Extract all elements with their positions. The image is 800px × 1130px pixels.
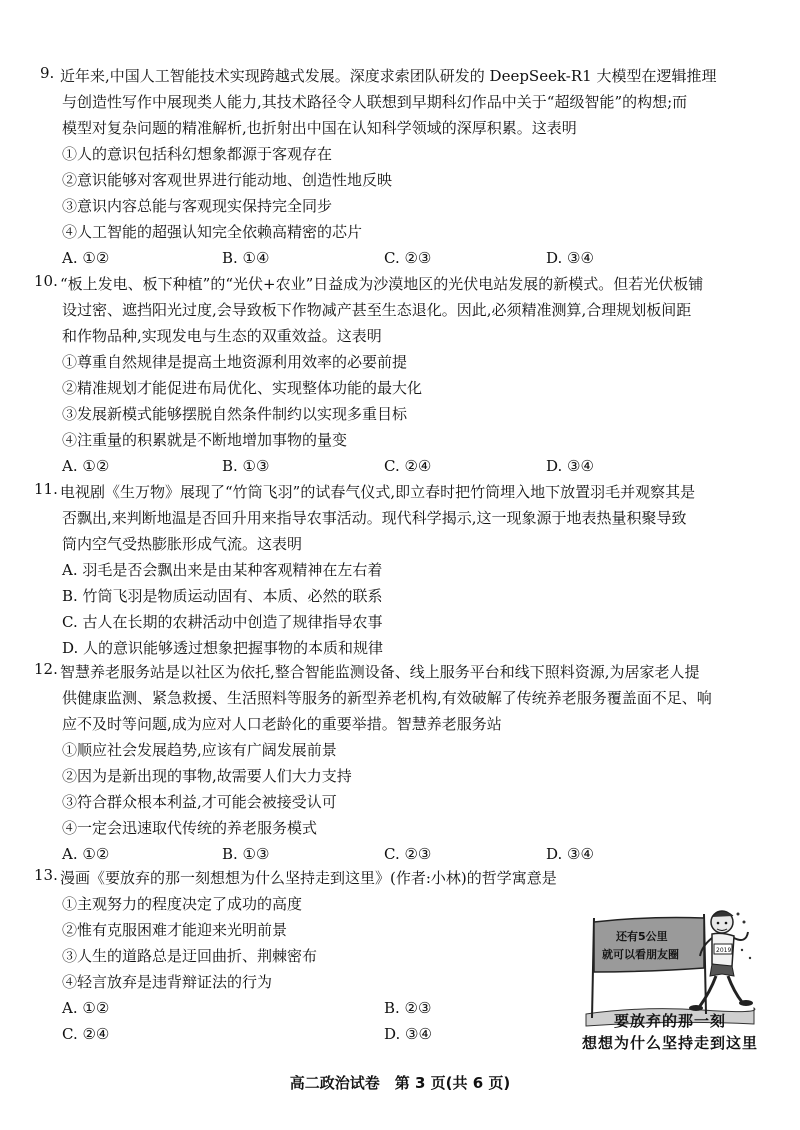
option-1: ①尊重自然规律是提高土地资源利用效率的必要前提 [62,353,408,371]
choice-d: D. ③④ [546,249,594,267]
question-number: 9. [40,64,55,82]
answer-choices [0,454,800,478]
choice-b: B. ①④ [222,249,270,267]
runner-eye-left [717,922,720,925]
option-3: ③符合群众根本利益,才可能会被接受认可 [62,793,337,811]
banner-line-1: 还有5公里 [616,930,668,943]
question-stem-line: 漫画《要放弃的那一刻想想为什么坚持走到这里》(作者:小林)的哲学寓意是 [60,869,557,887]
choice-a: A. ①② [62,845,110,863]
answer-choices [0,246,800,270]
question-stem-line: 应不及时等问题,成为应对人口老龄化的重要举措。智慧养老服务站 [62,715,502,733]
choice-c: C. ②④ [62,1025,110,1043]
choice-a: A. ①② [62,249,110,267]
runner-leg-right [728,976,742,1002]
option-4: ④一定会迅速取代传统的养老服务模式 [62,819,318,837]
question-stem-line: “板上发电、板下种植”的“光伏+农业”日益成为沙漠地区的光伏电站发展的新模式。但若光伏板铺 [60,275,704,293]
option-2: ②意识能够对客观世界进行能动地、创造性地反映 [62,171,393,189]
choice-d: D. ③④ [384,1025,432,1043]
choice-a: A. ①② [62,999,110,1017]
runner-hair [712,911,733,917]
option-2: ②惟有克服困难才能迎来光明前景 [62,921,288,939]
question-stem-line: 否飘出,来判断地温是否回升用来指导农事活动。现代科学揭示,这一现象源于地表热量积聚导致 [62,509,687,527]
banner-line-2: 就可以看朋友圈 [602,948,679,961]
cartoon-caption-line-1: 要放弃的那一刻 [613,1012,726,1030]
choice-d: D. ③④ [546,457,594,475]
sweat-drop [743,921,746,924]
cartoon-caption-line-2: 想想为什么坚持走到这里 [582,1034,759,1052]
option-1: ①主观努力的程度决定了成功的高度 [62,895,303,913]
question-number: 11. [34,480,58,498]
question-stem-line: 近年来,中国人工智能技术实现跨越式发展。深度求索团队研发的 DeepSeek-R1 大模型在逻辑推理 [60,67,717,85]
option-1: ①人的意识包括科幻想象都源于客观存在 [62,145,333,163]
option-4: ④注重量的积累就是不断地增加事物的量变 [62,431,348,449]
option-4: ④轻言放弃是违背辩证法的行为 [62,973,273,991]
option-3: ③人生的道路总是迂回曲折、荆棘密布 [62,947,318,965]
question-stem-line: 供健康监测、紧急救援、生活照料等服务的新型养老机构,有效破解了传统养老服务覆盖面不足、响 [62,689,712,707]
question-stem-line: 电视剧《生万物》展现了“竹筒飞羽”的试春气仪式,即立春时把竹筒埋入地下放置羽毛并观察其是 [60,483,696,501]
sweat-drop [741,949,743,951]
choice-a: A. ①② [62,457,110,475]
runner-shoe-right [739,1000,753,1006]
runner-bib-number: 2019 [716,947,732,954]
question-number: 10. [34,272,58,290]
option-3: ③发展新模式能够摆脱自然条件制约以实现多重目标 [62,405,408,423]
banner-shape [594,918,704,973]
option-2: ②精准规划才能促进布局优化、实现整体功能的最大化 [62,379,423,397]
option-4: ④人工智能的超强认知完全依赖高精密的芯片 [62,223,363,241]
question-stem-line: 智慧养老服务站是以社区为依托,整合智能监测设备、线上服务平台和线下照料资源,为居家老人提 [60,663,700,681]
page-footer: 高二政治试卷 第 3 页(共 6 页) [289,1074,511,1092]
runner-shorts [710,964,734,976]
runner-leg-left [700,976,716,1006]
question-stem-line: 与创造性写作中展现类人能力,其技术路径令人联想到早期科幻作品中关于“超级智能”的构想;而 [62,93,688,111]
answer-choices [0,842,800,866]
runner-eye-right [725,922,728,925]
choice-b: B. ①③ [222,457,270,475]
choice-c: C. ②④ [384,457,432,475]
option-d: D. 人的意识能够透过想象把握事物的本质和规律 [62,639,384,657]
option-c: C. 古人在长期的农耕活动中创造了规律指导农事 [62,613,383,631]
option-1: ①顺应社会发展趋势,应该有广阔发展前景 [62,741,337,759]
choice-c: C. ②③ [384,249,432,267]
option-2: ②因为是新出现的事物,故需要人们大力支持 [62,767,352,785]
option-a: A. 羽毛是否会飘出来是由某种客观精神在左右着 [62,561,383,579]
choice-b: B. ①③ [222,845,270,863]
choice-c: C. ②③ [384,845,432,863]
question-stem-line: 模型对复杂问题的精准解析,也折射出中国在认知科学领域的深厚积累。这表明 [62,119,577,137]
question-stem-line: 筒内空气受热膨胀形成气流。这表明 [62,535,303,553]
sweat-drop [737,913,740,916]
choice-b: B. ②③ [384,999,432,1017]
runner-arm-right [734,932,748,940]
choice-d: D. ③④ [546,845,594,863]
question-number: 13. [34,866,58,884]
question-number: 12. [34,660,58,678]
question-stem-line: 设过密、遮挡阳光过度,会导致板下作物减产甚至生态退化。因此,必须精准测算,合理规划板间距 [62,301,692,319]
option-3: ③意识内容总能与客观现实保持完全同步 [62,197,333,215]
option-b: B. 竹筒飞羽是物质运动固有、本质、必然的联系 [62,587,383,605]
sweat-drop [749,957,751,959]
question-stem-line: 和作物品种,实现发电与生态的双重效益。这表明 [62,327,382,345]
